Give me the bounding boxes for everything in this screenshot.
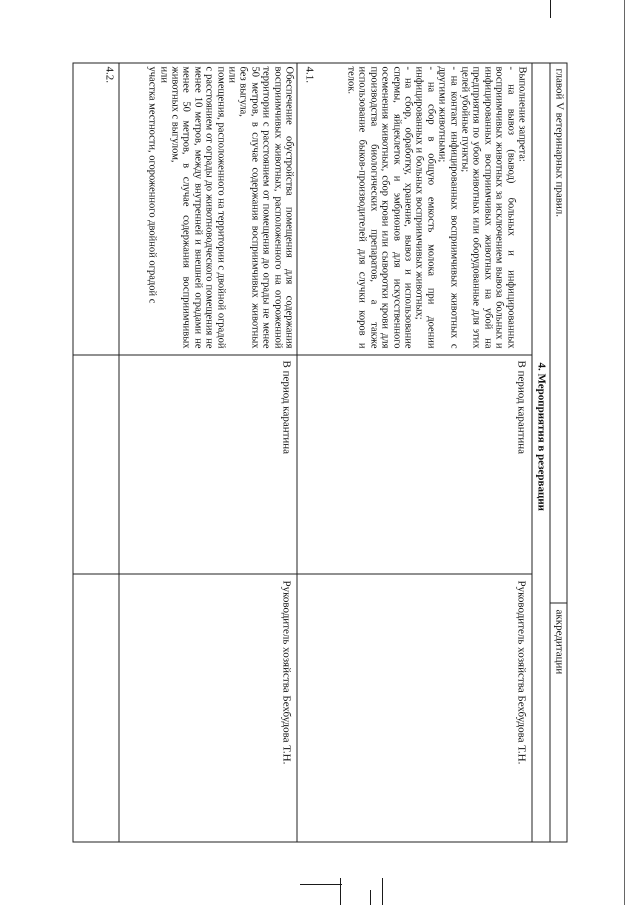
row-4-1-line-1: - на вывоз (вывод) больных и инфицированных восприимчивых животных за исключением вывоза больных и инфицированных восприимчивых животных на убой на предприятия по убою животных или оборудованные для этих целей убойные пункты;: [458, 66, 516, 349]
col-divider-num: [72, 63, 532, 64]
col-divider-term: [72, 574, 532, 575]
table-border-bottom: [72, 63, 73, 843]
scan-line-bottom-1: [340, 878, 341, 905]
scan-line-top-right: [550, 0, 551, 18]
row-divider-2: [118, 63, 119, 843]
row-4-2-number: 4.2.: [103, 66, 115, 83]
row-4-2-line-1: или: [225, 66, 237, 83]
row-4-2-term: В период карантина: [280, 360, 292, 455]
header-right-text: аккредитации: [553, 609, 565, 675]
row-divider-1: [296, 63, 297, 843]
row-4-2-line-2: помещения, расположенного на территории с двойной оградой с расстоянием от ограды до животноводческого помещения не менее 10 метров, между внутренней и внешней оградами не менее 50 метров, в случае содержания восприимчивых животных с выгулом,: [168, 66, 226, 349]
row-4-1-term: В период карантина: [515, 360, 527, 455]
row-4-2-text: [146, 67, 294, 349]
header-strip-divider: [549, 63, 550, 843]
row-4-1-text: [345, 67, 528, 349]
section-title: 4. Мероприятия в резервации: [535, 362, 547, 511]
row-4-1-line-2: - на контакт инфицированных восприимчивых животных с другими животными;: [436, 66, 459, 349]
scan-line-bottom-3: [382, 878, 383, 905]
header-strip-col-divider: [550, 603, 567, 604]
table-border-top: [566, 63, 567, 843]
scan-mark-bottom: [300, 884, 342, 885]
row-4-1-line-3: - на сбор в общую емкость молока при доении инфицированных и больных восприимчивых животных;: [413, 66, 436, 349]
row-4-1-line-4: - на сбор, обработку, хранение, вывоз и использование спермы, яйцеклеток и эмбрионов для искусственного осеменения животных, сбор крови или сыворотки крови для производства биологических препаратов, а также использование быков-производителей для случки коров и телок.: [344, 66, 413, 349]
scan-line-right-edge: [624, 0, 625, 905]
row-4-1-number: 4.1.: [303, 66, 315, 83]
row-4-2-responsible: Руководитель хозяйства Бехбудова Т.Н.: [280, 580, 292, 765]
scan-line-bottom-2: [370, 890, 371, 905]
row-4-2-line-0: Обеспечение обустройства помещения для содержания восприимчивых животных, расположенного на огороженной территории с расстоянием от помещения до ограды не менее 50 метров, в случае содержания восприимчивых животных без выгула,: [237, 66, 294, 349]
row-4-2-line-3: или: [157, 66, 169, 83]
header-left-text: главой V ветеринарных правил.: [553, 68, 565, 218]
row-4-1-line-0: Выполнение запрета:: [516, 66, 527, 162]
table-border-right: [72, 842, 567, 843]
rotated-table-sheet: [72, 63, 567, 843]
row-4-1-responsible: Руководитель хозяйства Бехбудова Т.Н.: [515, 580, 527, 765]
section-strip-divider: [531, 63, 532, 843]
row-4-2-line-4: участка местности, огороженного двойной оградой с: [146, 66, 158, 304]
col-divider-text: [72, 355, 532, 356]
